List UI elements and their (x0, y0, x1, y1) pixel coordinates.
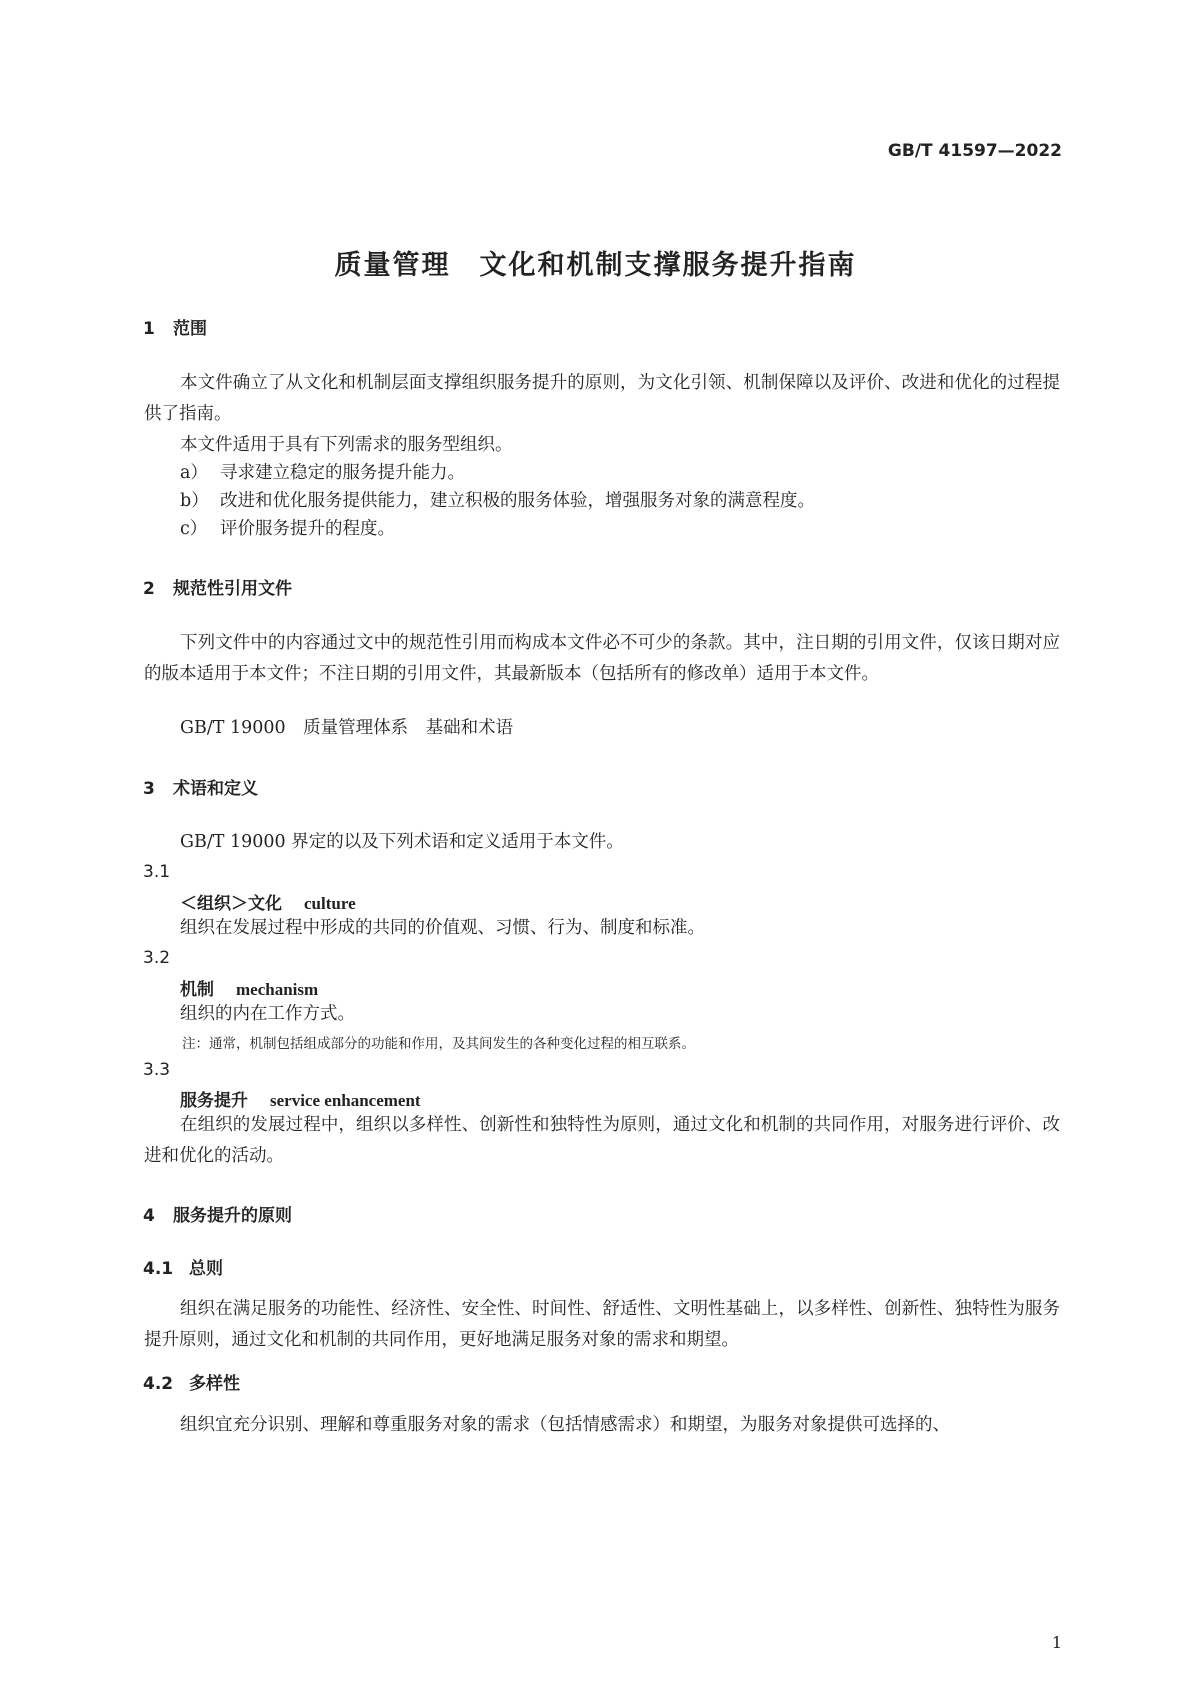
document-title: 质量管理 文化和机制支撑服务提升指南 (334, 250, 857, 281)
standard-number: GB/T 41597—2022 (887, 141, 1062, 161)
paragraph: GB/T 19000 界定的以及下列术语和定义适用于本文件。 (180, 832, 624, 852)
paragraph: 下列文件中的内容通过文中的规范性引用而构成本文件必不可少的条款。其中，注日期的引用文件，仅该日期对应的版本适用于本文件；不注日期的引用文件，其最新版本（包括所有的修改单）适用于本文件。 (144, 633, 1060, 684)
subsection-number: 4.2 (143, 1374, 174, 1394)
term-zh: ＜组织＞文化 (180, 894, 282, 914)
section-title: 范围 (173, 319, 207, 339)
list-item (180, 458, 465, 489)
term-definition: 组织在发展过程中形成的共同的价值观、习惯、行为、制度和标准。 (180, 918, 705, 938)
term-definition: 组织的内在工作方式。 (180, 1004, 355, 1024)
section-title: 服务提升的原则 (173, 1206, 292, 1226)
term-heading (180, 889, 356, 914)
list-item-text: 寻求建立稳定的服务提升能力。 (220, 463, 465, 483)
section-3-heading (143, 774, 258, 799)
term-heading (180, 1086, 421, 1111)
term-definition: 在组织的发展过程中，组织以多样性、创新性和独特性为原则，通过文化和机制的共同作用，对服务进行评价、改进和优化的活动。 (144, 1115, 1060, 1166)
term-zh: 机制 (180, 980, 214, 1000)
section-number: 4 (143, 1206, 155, 1226)
normative-reference: GB/T 19000 质量管理体系 基础和术语 (180, 718, 514, 738)
list-item-label: c） (180, 519, 208, 539)
subsection-4-1-heading (143, 1254, 223, 1279)
term-number: 3.3 (143, 1060, 171, 1080)
subsection-title: 多样性 (189, 1374, 240, 1394)
list-item-text: 评价服务提升的程度。 (220, 519, 395, 539)
paragraph: 组织在满足服务的功能性、经济性、安全性、时间性、舒适性、文明性基础上，以多样性、创新性、独特性为服务提升原则，通过文化和机制的共同作用，更好地满足服务对象的需求和期望。 (144, 1299, 1060, 1350)
section-1-heading (143, 314, 207, 339)
list-item-text: 改进和优化服务提供能力，建立积极的服务体验，增强服务对象的满意程度。 (220, 491, 815, 511)
list-item (180, 514, 395, 545)
section-2-heading (143, 574, 292, 599)
term-number: 3.2 (143, 948, 171, 968)
paragraph: 本文件适用于具有下列需求的服务型组织。 (180, 435, 513, 455)
term-en: mechanism (236, 980, 319, 999)
term-heading (180, 975, 318, 1000)
section-4-heading (143, 1201, 292, 1226)
term-zh: 服务提升 (180, 1091, 248, 1111)
list-item-label: b） (180, 491, 209, 511)
list-item (180, 486, 815, 517)
paragraph: 本文件确立了从文化和机制层面支撑组织服务提升的原则，为文化引领、机制保障以及评价、改进和优化的过程提供了指南。 (144, 373, 1060, 424)
paragraph: 组织宜充分识别、理解和尊重服务对象的需求（包括情感需求）和期望，为服务对象提供可选择的、 (180, 1415, 950, 1435)
subsection-title: 总则 (189, 1259, 223, 1279)
term-en: service enhancement (270, 1091, 421, 1110)
section-number: 2 (143, 579, 155, 599)
section-title: 规范性引用文件 (173, 579, 292, 599)
section-title: 术语和定义 (173, 779, 258, 799)
subsection-number: 4.1 (143, 1259, 174, 1279)
term-note: 注：通常，机制包括组成部分的功能和作用，及其间发生的各种变化过程的相互联系。 (182, 1036, 695, 1052)
subsection-4-2-heading (143, 1369, 240, 1394)
term-en: culture (304, 894, 356, 913)
page-number: 1 (1051, 1633, 1062, 1652)
list-item-label: a） (180, 463, 208, 483)
section-number: 3 (143, 779, 155, 799)
section-number: 1 (143, 319, 155, 339)
term-number: 3.1 (143, 862, 171, 882)
